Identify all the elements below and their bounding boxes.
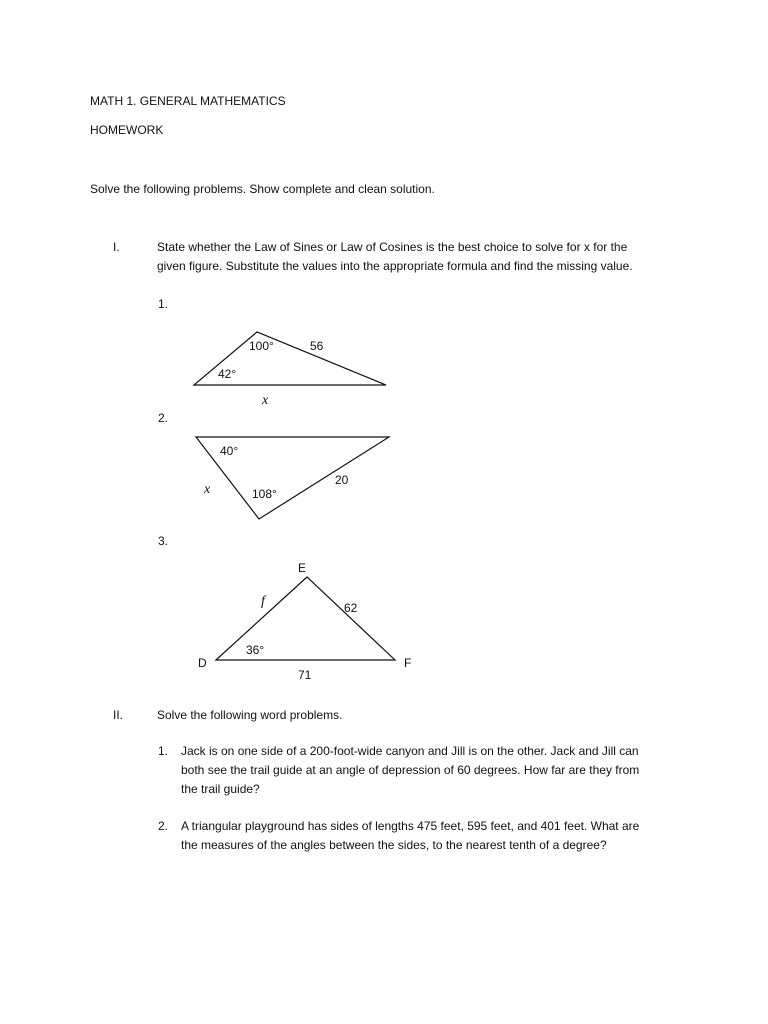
triangle-figure-2: [190, 430, 400, 525]
triangle-3-side-71: 71: [298, 668, 312, 682]
word-problem-2-number: 2.: [158, 819, 169, 833]
triangle-3-vertex-f: F: [404, 656, 412, 670]
triangle-2-angle-108: 108°: [252, 487, 277, 501]
problem-3-number: 3.: [158, 534, 169, 548]
triangle-figure-1: [185, 325, 405, 415]
triangle-figure-3: [190, 555, 420, 685]
word-problem-1-line-2: both see the trail guide at an angle of depression of 60 degrees. How far are they from: [181, 763, 640, 777]
part-1-directions-line-1: State whether the Law of Sines or Law of Cosines is the best choice to solve for x for the: [157, 240, 628, 254]
triangle-1-side-56: 56: [310, 339, 324, 353]
triangle-1-angle-42: 42°: [218, 367, 237, 381]
word-problem-1-line-1: Jack is on one side of a 200-foot-wide canyon and Jill is on the other. Jack and Jill can: [181, 744, 639, 758]
word-problem-2-line-2: the measures of the angles between the sides, to the nearest tenth of a degree?: [181, 838, 607, 852]
triangle-3-side-62: 62: [344, 601, 358, 615]
triangle-3-side-f: f: [261, 594, 265, 609]
instructions: Solve the following problems. Show complete and clean solution.: [90, 182, 435, 196]
part-1-directions-line-2: given figure. Substitute the values into the appropriate formula and find the missing value.: [157, 259, 633, 273]
part-2-numeral: II.: [113, 708, 124, 722]
triangle-3-vertex-d: D: [198, 656, 207, 670]
triangle-1-side-x: x: [262, 393, 269, 408]
triangle-3-angle-36: 36°: [246, 643, 265, 657]
triangle-2-side-x: x: [204, 482, 211, 497]
problem-1-number: 1.: [158, 297, 169, 311]
course-title: MATH 1. GENERAL MATHEMATICS: [90, 94, 286, 108]
assignment-type: HOMEWORK: [90, 123, 164, 137]
word-problem-2-line-1: A triangular playground has sides of lengths 475 feet, 595 feet, and 401 feet. What are: [181, 819, 640, 833]
part-1-numeral: I.: [113, 240, 120, 254]
triangle-1-angle-100: 100°: [249, 339, 274, 353]
triangle-3-shape: [216, 577, 395, 660]
problem-2-number: 2.: [158, 411, 169, 425]
word-problem-1-number: 1.: [158, 744, 169, 758]
triangle-2-side-20: 20: [335, 473, 349, 487]
part-2-heading: Solve the following word problems.: [157, 708, 343, 722]
triangle-3-vertex-e: E: [298, 561, 307, 575]
word-problem-1-line-3: the trail guide?: [181, 782, 260, 796]
triangle-2-angle-40: 40°: [220, 444, 239, 458]
